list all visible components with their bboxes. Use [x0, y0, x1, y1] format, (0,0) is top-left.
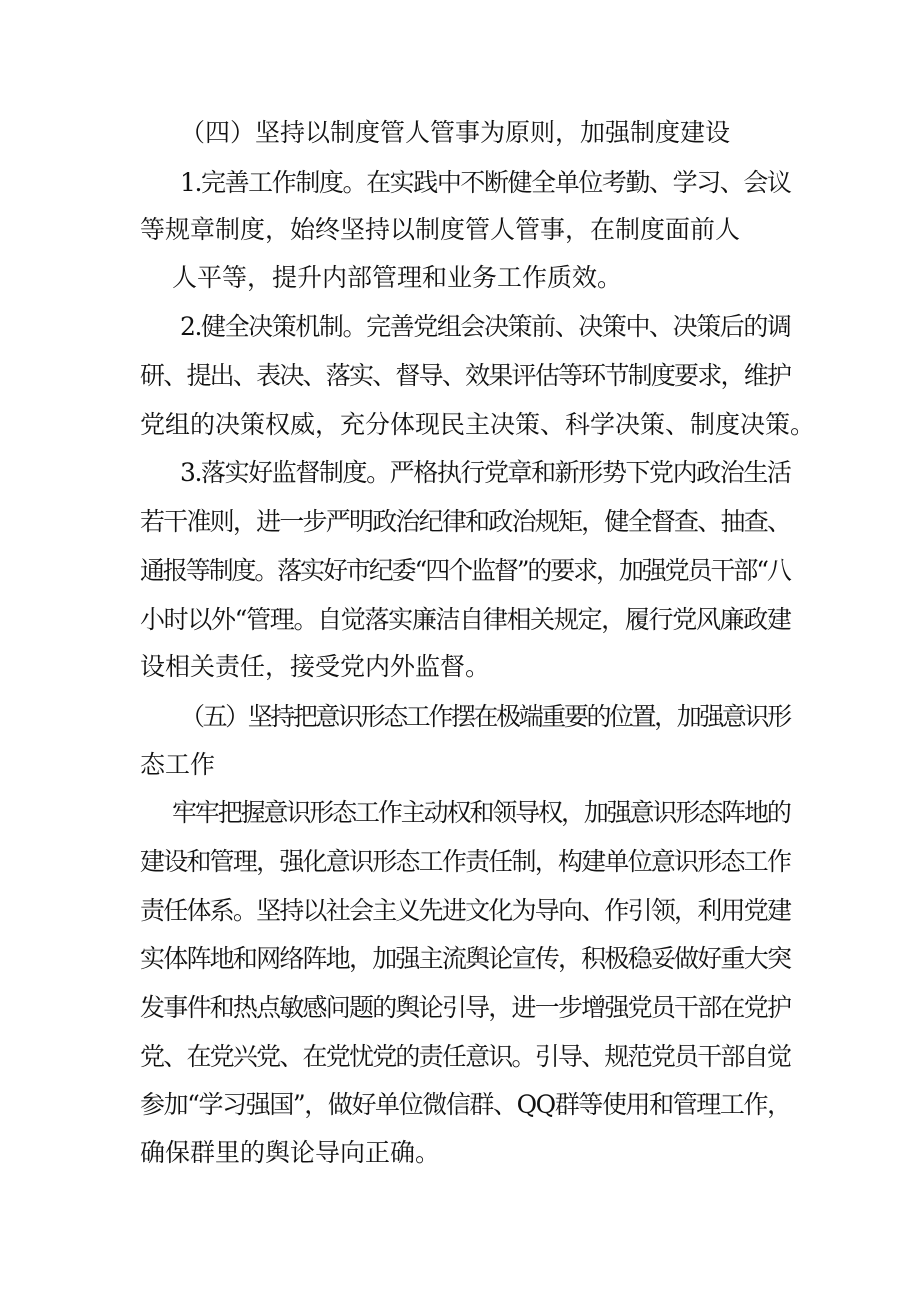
paragraph-line: 人平等，提升内部管理和业务工作质效。 — [172, 263, 623, 292]
paragraph-line: 3.落实好监督制度。严格执行党章和新形势下党内政治生活 — [180, 458, 791, 487]
paragraph-line: 小时以外“管理。自觉落实廉洁自律相关规定，履行党风廉政建 — [140, 605, 791, 634]
heading-section-5: （五）坚持把意识形态工作摆在极端重要的位置，加强意识形 — [180, 702, 790, 731]
paragraph-line: 建设和管理，强化意识形态工作责任制，构建单位意识形态工作 — [140, 847, 791, 876]
paragraph-line: 通报等制度。落实好市纪委“四个监督”的要求，加强党员干部“八 — [140, 556, 790, 585]
paragraph-line: 牢牢把握意识形态工作主动权和领导权，加强意识形态阵地的 — [172, 798, 790, 827]
paragraph-line: 参加“学习强国”，做好单位微信群、QQ群等使用和管理工作， — [140, 1090, 791, 1119]
paragraph-line: 党组的决策权威，充分体现民主决策、科学决策、制度决策。 — [140, 410, 816, 439]
paragraph-line: 发事件和热点敏感问题的舆论引导，进一步增强党员干部在党护 — [140, 993, 791, 1022]
paragraph-line: 实体阵地和网络阵地，加强主流舆论宣传，积极稳妥做好重大突 — [140, 944, 791, 973]
paragraph-line: 党、在党兴党、在党忧党的责任意识。引导、规范党员干部自觉 — [140, 1042, 791, 1071]
paragraph-line: 若干准则，进一步严明政治纪律和政治规矩，健全督查、抽查、 — [140, 507, 791, 536]
paragraph-line: 等规章制度，始终坚持以制度管人管事，在制度面前人 — [140, 215, 741, 244]
heading-section-5-continued: 态工作 — [140, 750, 216, 779]
heading-section-4: （四）坚持以制度管人管事为原则，加强制度建设 — [180, 118, 731, 147]
paragraph-line: 研、提出、表决、落实、督导、效果评估等环节制度要求，维护 — [140, 361, 791, 390]
paragraph-line: 2.健全决策机制。完善党组会决策前、决策中、决策后的调 — [180, 312, 791, 341]
paragraph-line: 确保群里的舆论导向正确。 — [140, 1138, 441, 1167]
paragraph-line: 设相关责任，接受党内外监督。 — [140, 652, 491, 681]
paragraph-line: 1.完善工作制度。在实践中不断健全单位考勤、学习、会议 — [180, 168, 791, 197]
paragraph-line: 责任体系。坚持以社会主义先进文化为导向、作引领，利用党建 — [140, 896, 791, 925]
